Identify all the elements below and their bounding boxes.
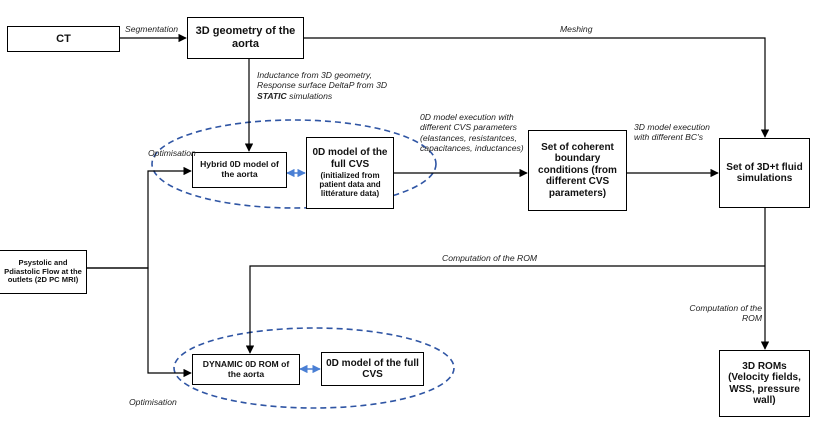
node-full-cvs-sublabel: (initialized from patient data and littérature data) (319, 171, 381, 198)
node-hybrid-0d (192, 152, 287, 188)
node-boundary-conditions (528, 130, 627, 211)
node-dynamic-rom (192, 354, 300, 385)
label-inductance (257, 70, 405, 101)
label-3d-execution: 3D model execution with different BC's (634, 122, 710, 143)
node-3d-roms-label: 3D ROMs (Velocity fields, WSS, pressure wall) (728, 360, 801, 406)
label-segmentation: Segmentation (125, 24, 179, 34)
arrow-flow-optimisation-bottom (87, 268, 191, 373)
node-3dt-simulations-label: Set of 3D+t fluid simulations (726, 161, 803, 184)
label-meshing: Meshing (560, 24, 593, 34)
label-inductance-tail: simulations (289, 90, 333, 101)
label-optimisation-top: Optimisation (148, 148, 196, 158)
node-3dt-simulations (719, 138, 810, 208)
label-inductance-text: Inductance from 3D geometry, Response surface DeltaP from 3D (257, 70, 388, 91)
node-3d-geometry (187, 17, 304, 59)
node-full-cvs-2-label: 0D model of the full CVS (326, 357, 419, 380)
node-3d-roms (719, 350, 810, 417)
node-flow-outlets-label: Psystolic and Pdiastolic Flow at the outlets (2D PC MRI) (4, 257, 82, 285)
node-flow-outlets (0, 250, 87, 294)
label-inductance-bold: STATIC (257, 90, 287, 101)
node-full-cvs-2 (321, 352, 424, 386)
node-3d-geometry-label: 3D geometry of the aorta (195, 25, 296, 50)
node-boundary-conditions-label: Set of coherent boundary conditions (from different CVS parameters) (538, 141, 617, 199)
node-full-cvs (306, 137, 394, 209)
node-ct-label: CT (56, 32, 71, 45)
node-dynamic-rom-label: DYNAMIC 0D ROM of the aorta (202, 358, 290, 379)
node-ct (7, 26, 120, 52)
label-optimisation-bottom: Optimisation (129, 397, 177, 407)
label-rom-computation-mid: Computation of the ROM (442, 253, 538, 263)
node-hybrid-0d-label: Hybrid 0D model of the aorta (200, 159, 279, 179)
arrow-flow-optimisation-top (87, 171, 191, 268)
label-rom-computation-right: Computation of the ROM (689, 303, 762, 324)
node-full-cvs-label: 0D model of the full CVS (312, 147, 388, 170)
label-0d-execution: 0D model execution with different CVS parameters (elastances, resistantces, capacitances, inductances) (420, 112, 524, 153)
